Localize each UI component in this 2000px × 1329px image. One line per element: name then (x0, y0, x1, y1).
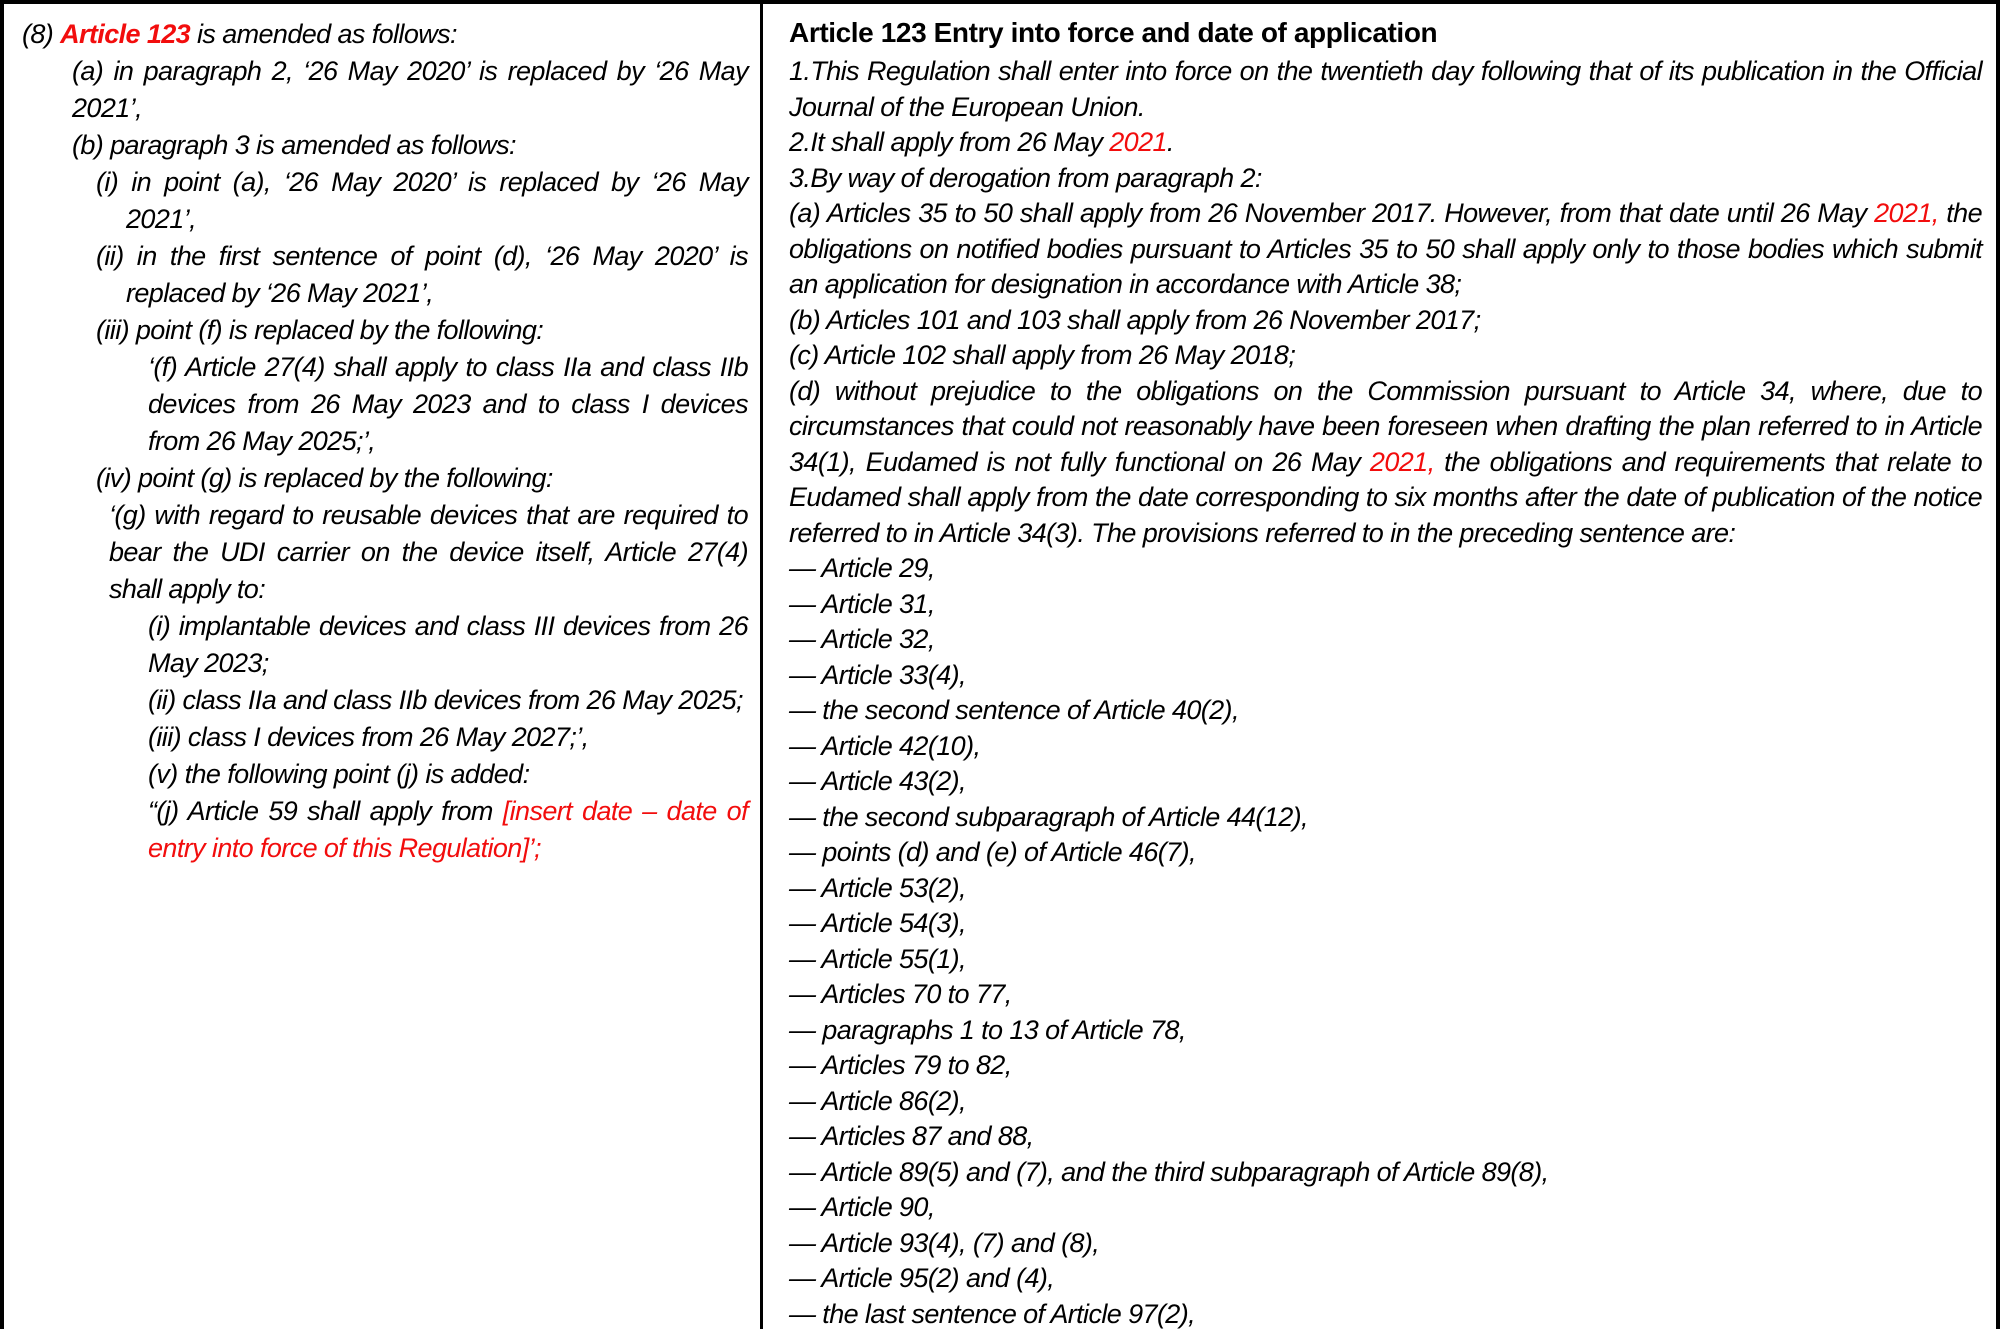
list-item (789, 977, 1982, 1013)
amendment-column (4, 4, 760, 1329)
paragraph (789, 374, 1982, 552)
text-segment: — the second subparagraph of Article 44(12), (789, 801, 1308, 832)
paragraph (22, 16, 748, 53)
text-segment: is amended as follows: (190, 19, 457, 49)
text-segment: — Article 29, (789, 553, 935, 583)
article-body (789, 54, 1982, 1329)
text-segment: — Article 54(3), (789, 908, 966, 938)
paragraph (148, 349, 748, 460)
text-segment: . (1166, 127, 1174, 157)
red-text: 2021, (1874, 198, 1939, 228)
paragraph (148, 719, 748, 756)
list-item (789, 693, 1982, 729)
paragraph (96, 312, 748, 349)
list-item (789, 800, 1982, 836)
list-item (789, 1261, 1982, 1297)
list-item (789, 1048, 1982, 1084)
text-segment: — Article 42(10), (789, 730, 981, 761)
text-segment: ‘(g) with regard to reusable devices that are required to bear the UDI carrier on the device itself, Article 27(4) shall apply to: (109, 500, 748, 604)
text-segment: (i) in point (a), ‘26 May 2020’ is replaced by ‘26 May 2021’, (96, 167, 748, 234)
list-item (789, 1226, 1982, 1262)
text-segment: — paragraphs 1 to 13 of Article 78, (789, 1014, 1186, 1045)
list-item (789, 1155, 1982, 1191)
text-segment: 3.By way of derogation from paragraph 2: (789, 162, 1262, 193)
text-segment: — points (d) and (e) of Article 46(7), (789, 837, 1196, 867)
text-segment: — Article 95(2) and (4), (789, 1263, 1055, 1293)
red-text: [insert date – date of entry into force of this Regulation]’; (148, 796, 748, 863)
list-item (789, 835, 1982, 871)
list-item (789, 1297, 1982, 1329)
text-segment: (b) Articles 101 and 103 shall apply from 26 November 2017; (789, 304, 1481, 335)
text-segment: (ii) in the first sentence of point (d), ‘26 May 2020’ is replaced by ‘26 May 2021’, (96, 241, 748, 308)
text-segment: — Article 33(4), (789, 659, 966, 690)
list-item (789, 1013, 1982, 1049)
text-segment: — Article 90, (789, 1192, 935, 1222)
red-text: 2021, (1369, 446, 1435, 477)
text-segment: (iii) class I devices from 26 May 2027;’, (148, 722, 589, 752)
text-segment: (8) (22, 19, 61, 49)
text-segment: 1.This Regulation shall enter into force on the twentieth day following that of its publication in the Official Journal of the European Union. (789, 56, 1982, 122)
text-segment: — Articles 70 to 77, (789, 979, 1012, 1009)
text-segment: (ii) class IIa and class IIb devices from 26 May 2025; (148, 685, 743, 715)
text-segment: (a) Articles 35 to 50 shall apply from 26 November 2017. However, from that date until 26 May (789, 198, 1875, 228)
text-segment: the obligations on notified bodies pursuant to Articles 35 to 50 shall apply only to those bodies which submit an application for designation in accordance with Article 38; (789, 198, 1982, 299)
article-title: Article 123 Entry into force and date of application (789, 17, 1438, 48)
paragraph (148, 756, 748, 793)
paragraph (72, 127, 748, 164)
paragraph (789, 338, 1982, 374)
text-segment: — Article 89(5) and (7), and the third subparagraph of Article 89(8), (789, 1156, 1549, 1187)
list-item (789, 729, 1982, 765)
text-segment: — Article 86(2), (789, 1085, 966, 1116)
paragraph (148, 793, 748, 867)
list-item (789, 942, 1982, 978)
paragraph (789, 303, 1982, 339)
text-segment: — Article 43(2), (789, 766, 966, 796)
text-segment: (i) implantable devices and class III devices from 26 May 2023; (148, 611, 748, 678)
paragraph (96, 238, 748, 312)
text-segment: ‘(f) Article 27(4) shall apply to class IIa and class IIb devices from 26 May 2023 and to class I devices from 26 May 2025;’, (148, 352, 748, 456)
paragraph (789, 161, 1982, 197)
text-segment: — the last sentence of Article 97(2), (789, 1298, 1196, 1329)
text-segment: — Article 32, (789, 624, 935, 654)
paragraph (96, 460, 748, 497)
red-text: Article 123 (60, 19, 191, 49)
text-segment: — Article 55(1), (789, 943, 966, 974)
text-segment: — Articles 87 and 88, (789, 1121, 1034, 1151)
list-item (789, 1190, 1982, 1226)
text-segment: — Article 31, (789, 588, 935, 619)
text-segment: — Article 93(4), (7) and (8), (789, 1227, 1100, 1258)
text-segment: (a) in paragraph 2, ‘26 May 2020’ is replaced by ‘26 May 2021’, (72, 56, 748, 123)
text-segment: (b) paragraph 3 is amended as follows: (72, 130, 516, 160)
list-item (789, 1119, 1982, 1155)
text-segment: — the second sentence of Article 40(2), (789, 695, 1239, 725)
consolidated-column (760, 4, 1996, 1329)
red-text: 2021 (1109, 127, 1167, 157)
paragraph (148, 608, 748, 682)
list-item (789, 1084, 1982, 1120)
text-segment: (iv) point (g) is replaced by the following: (96, 463, 553, 493)
paragraph (72, 53, 748, 127)
paragraph (109, 497, 748, 608)
paragraph (789, 125, 1982, 161)
text-segment: (v) the following point (j) is added: (148, 759, 530, 789)
text-segment: — Articles 79 to 82, (789, 1050, 1012, 1080)
text-segment: (c) Article 102 shall apply from 26 May 2018; (789, 340, 1296, 370)
text-segment: — Article 53(2), (789, 872, 966, 903)
text-segment: “(j) Article 59 shall apply from (148, 796, 503, 826)
list-item (789, 871, 1982, 907)
text-segment: the obligations and requirements that relate to Eudamed shall apply from the date corresponding to six months after the date of publication of the notice referred to in Article 34(3). The provisions referred to in the preceding sentence are: (789, 446, 1982, 548)
paragraph (148, 682, 748, 719)
paragraph (96, 164, 748, 238)
text-segment: 2.It shall apply from 26 May (789, 127, 1110, 157)
paragraph (789, 54, 1982, 125)
list-item (789, 906, 1982, 942)
list-item (789, 764, 1982, 800)
paragraph (789, 196, 1982, 303)
list-item (789, 587, 1982, 623)
list-item (789, 622, 1982, 658)
text-segment: (d) without prejudice to the obligations on the Commission pursuant to Article 34, where, due to circumstances that could not reasonably have been foreseen when drafting the plan referred to in Article 34(1), Eudamed is not fully functional on 26 May (789, 375, 1982, 477)
list-item (789, 551, 1982, 587)
text-segment: (iii) point (f) is replaced by the following: (96, 315, 544, 345)
list-item (789, 658, 1982, 694)
